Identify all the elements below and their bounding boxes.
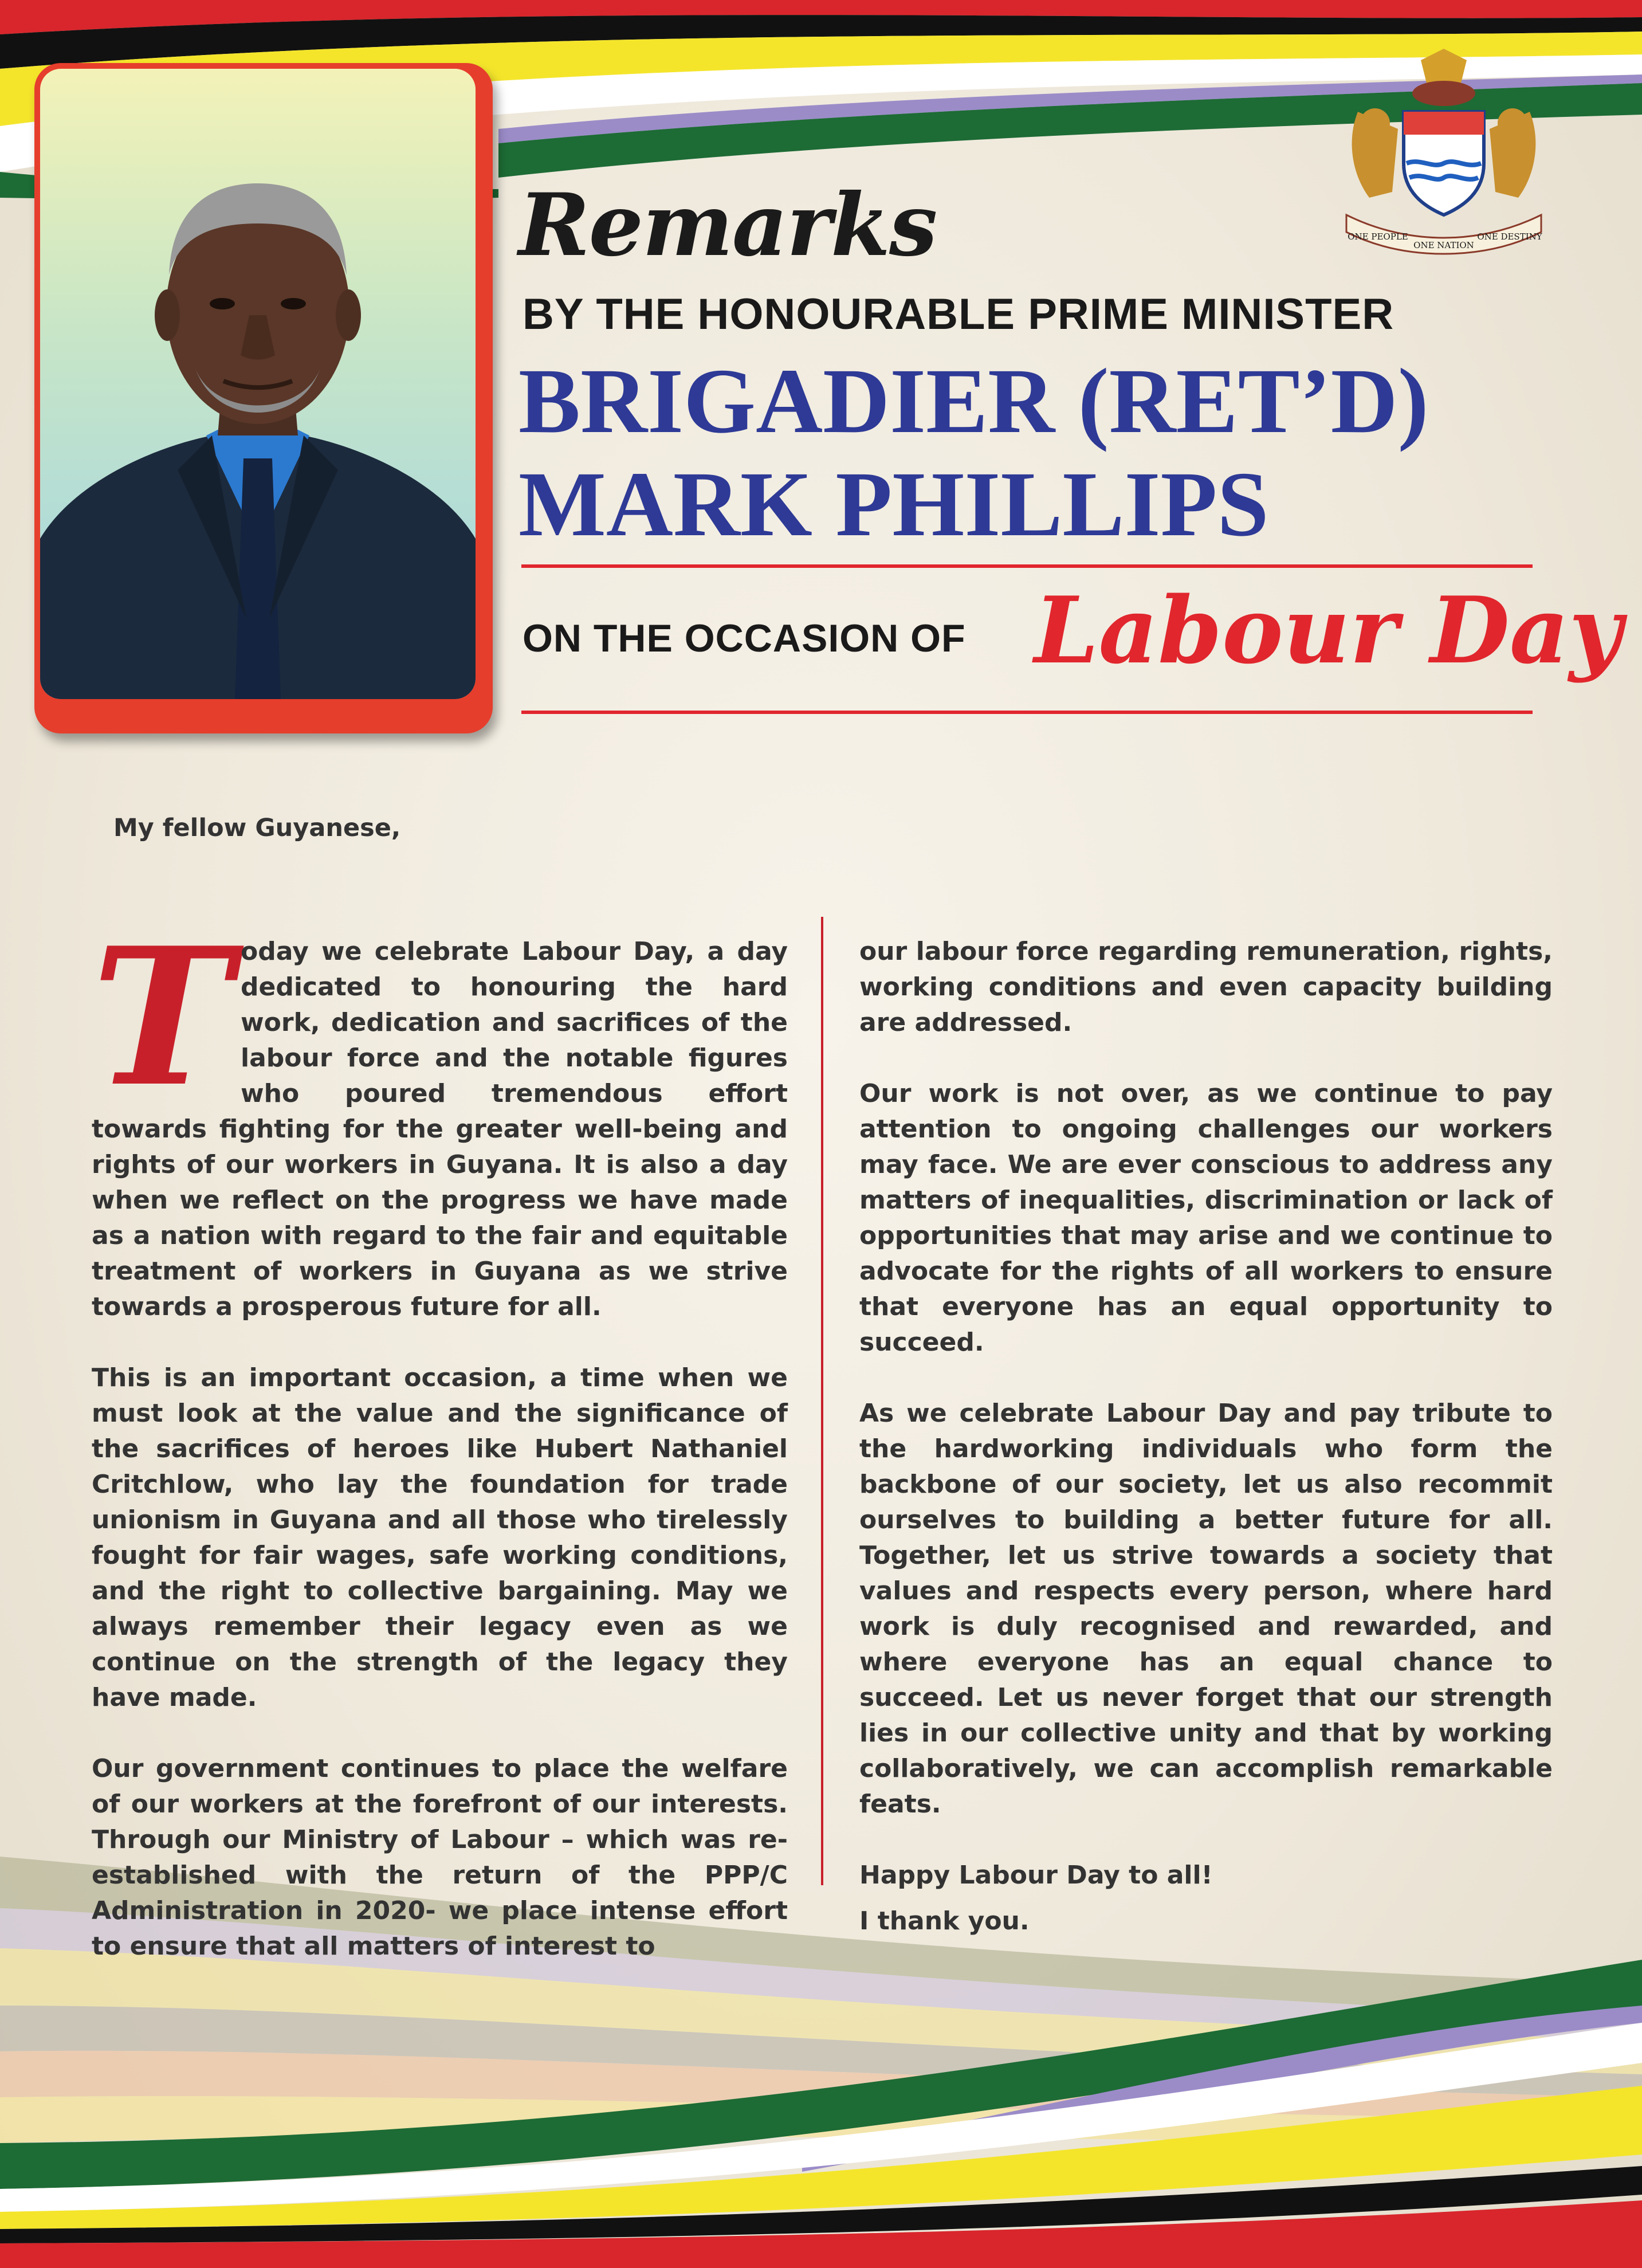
- speaker-name-line1: BRIGADIER (RET’D): [518, 350, 1429, 453]
- occasion-prefix: ON THE OCCASION OF: [523, 617, 966, 660]
- header-divider-top: [521, 564, 1533, 568]
- portrait-photo: [40, 69, 476, 699]
- right-column: [859, 934, 1553, 1949]
- motto-one-destiny: ONE DESTINY: [1477, 231, 1542, 242]
- speaker-name-line2: MARK PHILLIPS: [518, 453, 1269, 556]
- remarks-title: Remarks: [518, 175, 937, 276]
- salutation: My fellow Guyanese,: [113, 814, 401, 842]
- coat-of-arms-emblem: [1335, 49, 1553, 255]
- closing-line: Happy Labour Day to all!: [859, 1861, 1213, 1890]
- occasion-title: Labour Day: [1034, 576, 1623, 684]
- paragraph: our labour force regarding remuneration, rights, working conditions and even capacity building are addressed.: [859, 937, 1553, 1037]
- paragraph: Our government continues to place the welfare of our workers at the forefront of our interests. Through our Ministry of Labour – which was re-established with the return of the PPP/C Administration in 2020- we place intense effort to ensure that all matters of interest to: [92, 1754, 788, 1961]
- motto-one-nation: ONE NATION: [1413, 240, 1474, 250]
- paragraph: This is an important occasion, a time when we must look at the value and the significance of the sacrifices of heroes like Hubert Nathaniel Critchlow, who lay the foundation for trade unionism in Guyana and all those who tirelessly fought for fair wages, safe working conditions, and the right to collective bargaining. May we always remember their legacy even as we continue on the strength of the legacy they have made.: [92, 1363, 788, 1712]
- closing-line: I thank you.: [859, 1906, 1030, 1936]
- left-column: [92, 906, 788, 2000]
- portrait-frame: [34, 63, 493, 733]
- byline: BY THE HONOURABLE PRIME MINISTER: [523, 290, 1394, 339]
- paragraph: Our work is not over, as we continue to pay attention to ongoing challenges our workers may face. We are ever conscious to address any matters of inequalities, discrimination or lack of opportunities that may arise and we continue to advocate for the rights of all workers to ensure that everyone has an equal opportunity to succeed.: [859, 1079, 1553, 1357]
- paragraph: As we celebrate Labour Day and pay tribute to the hardworking individuals who form the backbone of our society, let us also recommit ourselves to building a better future for all. Together, let us strive towards a society that values and respects every person, where hard work is duly recognised and rewarded, and where everyone has an equal chance to succeed. Let us never forget that our strength lies in our collective unity and that by working collaboratively, we can accomplish remarkable feats.: [859, 1399, 1553, 1819]
- header-divider-bottom: [521, 711, 1533, 714]
- paragraph-text: oday we celebrate Labour Day, a day dedicated to honouring the hard work, dedication and sacrifices of the labour force and the notable figures who poured tremendous effort towards fighting for the greater well-being and rights of our workers in Guyana. It is also a day when we reflect on the progress we have made as a nation with regard to the fair and equitable treatment of workers in Guyana as we strive towards a prosperous future for all.: [92, 937, 788, 1321]
- drop-cap: T: [92, 906, 233, 1128]
- prime-minister-portrait: [40, 69, 476, 699]
- motto-one-people: ONE PEOPLE: [1348, 231, 1408, 242]
- column-divider: [821, 917, 823, 1885]
- paragraph: [92, 906, 788, 1325]
